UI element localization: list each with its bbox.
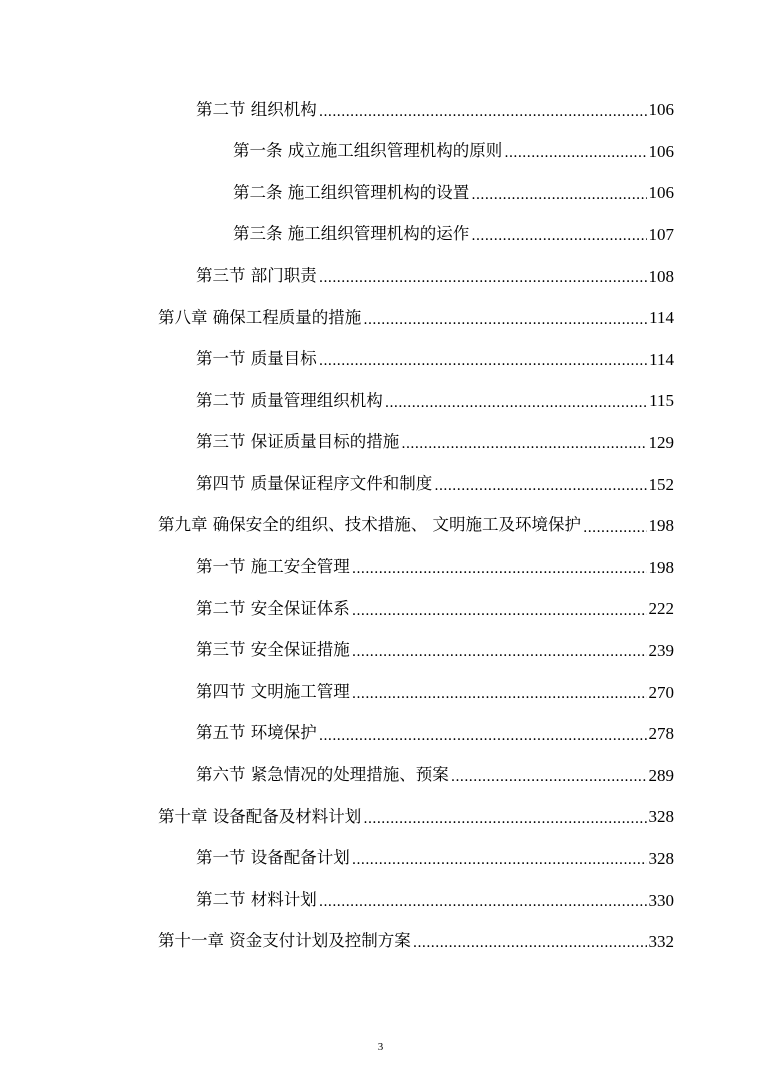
toc-entry-title: 第四节 质量保证程序文件和制度 [196, 473, 433, 493]
toc-dot-leader [434, 479, 646, 505]
toc-entry-title: 第三条 施工组织管理机构的运作 [233, 224, 470, 244]
toc-entry [0, 339, 761, 381]
toc-dot-leader [471, 188, 646, 214]
toc-entry-page: 106 [648, 183, 674, 203]
toc-entry [0, 380, 761, 422]
toc-entry [0, 588, 761, 630]
toc-entry [0, 921, 761, 963]
toc-dot-leader [401, 437, 646, 463]
toc-entry [0, 671, 761, 713]
page-number: 3 [377, 1041, 384, 1053]
toc-entry-title: 第一节 施工安全管理 [196, 557, 350, 577]
toc-dot-leader [451, 770, 647, 796]
toc-entry [0, 172, 761, 214]
toc-entry-title: 第十一章 资金支付计划及控制方案 [158, 931, 411, 951]
toc-dot-leader [471, 229, 646, 255]
toc-entry-title: 第十章 设备配备及材料计划 [158, 806, 362, 826]
toc-dot-leader [385, 396, 647, 422]
toc-entry-page: 278 [648, 724, 674, 744]
toc-entry [0, 713, 761, 755]
toc-entry [0, 796, 761, 838]
toc-entry-title: 第三节 部门职责 [196, 265, 317, 285]
toc-entry-title: 第二节 材料计划 [196, 889, 317, 909]
toc-entry-title: 第一条 成立施工组织管理机构的原则 [233, 141, 503, 161]
toc-entry-title: 第三节 安全保证措施 [196, 640, 350, 660]
toc-dot-leader [352, 562, 647, 588]
toc-entry-title: 第二节 安全保证体系 [196, 598, 350, 618]
toc-entry-page: 330 [648, 890, 674, 910]
toc-entry-page: 198 [648, 557, 674, 577]
toc-entry [0, 547, 761, 589]
toc-entry [0, 297, 761, 339]
toc-entry-page: 106 [648, 141, 674, 161]
toc-entry-page: 239 [648, 641, 674, 661]
toc-entry [0, 463, 761, 505]
toc-entry-page: 108 [648, 266, 674, 286]
toc-entry-page: 115 [649, 391, 674, 411]
toc-entry-page: 270 [648, 682, 674, 702]
toc-entry-page: 114 [649, 349, 674, 369]
toc-entry-page: 152 [648, 474, 674, 494]
toc-entry [0, 89, 761, 131]
toc-dot-leader [352, 853, 647, 879]
toc-dot-leader [319, 729, 647, 755]
toc-entry-title: 第六节 紧急情况的处理措施、预案 [196, 765, 449, 785]
toc-entry-title: 第二条 施工组织管理机构的设置 [233, 182, 470, 202]
toc-entry-page: 222 [648, 599, 674, 619]
toc-dot-leader [319, 354, 647, 380]
toc-entry-page: 114 [649, 308, 674, 328]
toc-entry-page: 107 [648, 225, 674, 245]
toc-entry [0, 422, 761, 464]
toc-entry-page: 129 [648, 433, 674, 453]
toc-entry-page: 328 [648, 848, 674, 868]
toc-dot-leader [363, 313, 647, 339]
toc-dot-leader [504, 146, 646, 172]
toc-entry-title: 第三节 保证质量目标的措施 [196, 432, 400, 452]
toc-dot-leader [352, 687, 647, 713]
toc-entry-title: 第四节 文明施工管理 [196, 681, 350, 701]
toc-entry [0, 879, 761, 921]
toc-dot-leader [363, 812, 646, 838]
toc-entry [0, 131, 761, 173]
toc-dot-leader [319, 895, 647, 921]
toc-dot-leader [319, 271, 647, 297]
toc-entry-title: 第五节 环境保护 [196, 723, 317, 743]
toc-entry [0, 505, 761, 547]
toc-entry-page: 332 [648, 932, 674, 952]
toc-entry [0, 630, 761, 672]
toc-entry-page: 106 [648, 100, 674, 120]
toc-entry-title: 第九章 确保安全的组织、技术措施、 文明施工及环境保护 [158, 515, 581, 535]
toc-entry-title: 第一节 质量目标 [196, 349, 317, 369]
toc-entry [0, 838, 761, 880]
toc-entry-page: 198 [648, 516, 674, 536]
toc-dot-leader [352, 645, 647, 671]
toc-entry [0, 755, 761, 797]
toc-dot-leader [352, 604, 647, 630]
toc-entry [0, 214, 761, 256]
toc-dot-leader [413, 936, 647, 962]
toc-entry-page: 289 [648, 765, 674, 785]
toc-entry-title: 第一节 设备配备计划 [196, 848, 350, 868]
toc-entry-page: 328 [648, 807, 674, 827]
toc-entry [0, 255, 761, 297]
toc-entry-title: 第二节 质量管理组织机构 [196, 390, 383, 410]
toc-entry-title: 第二节 组织机构 [196, 99, 317, 119]
table-of-contents [0, 89, 761, 962]
toc-dot-leader [319, 105, 647, 131]
toc-entry-title: 第八章 确保工程质量的措施 [158, 307, 362, 327]
toc-dot-leader [583, 521, 647, 547]
